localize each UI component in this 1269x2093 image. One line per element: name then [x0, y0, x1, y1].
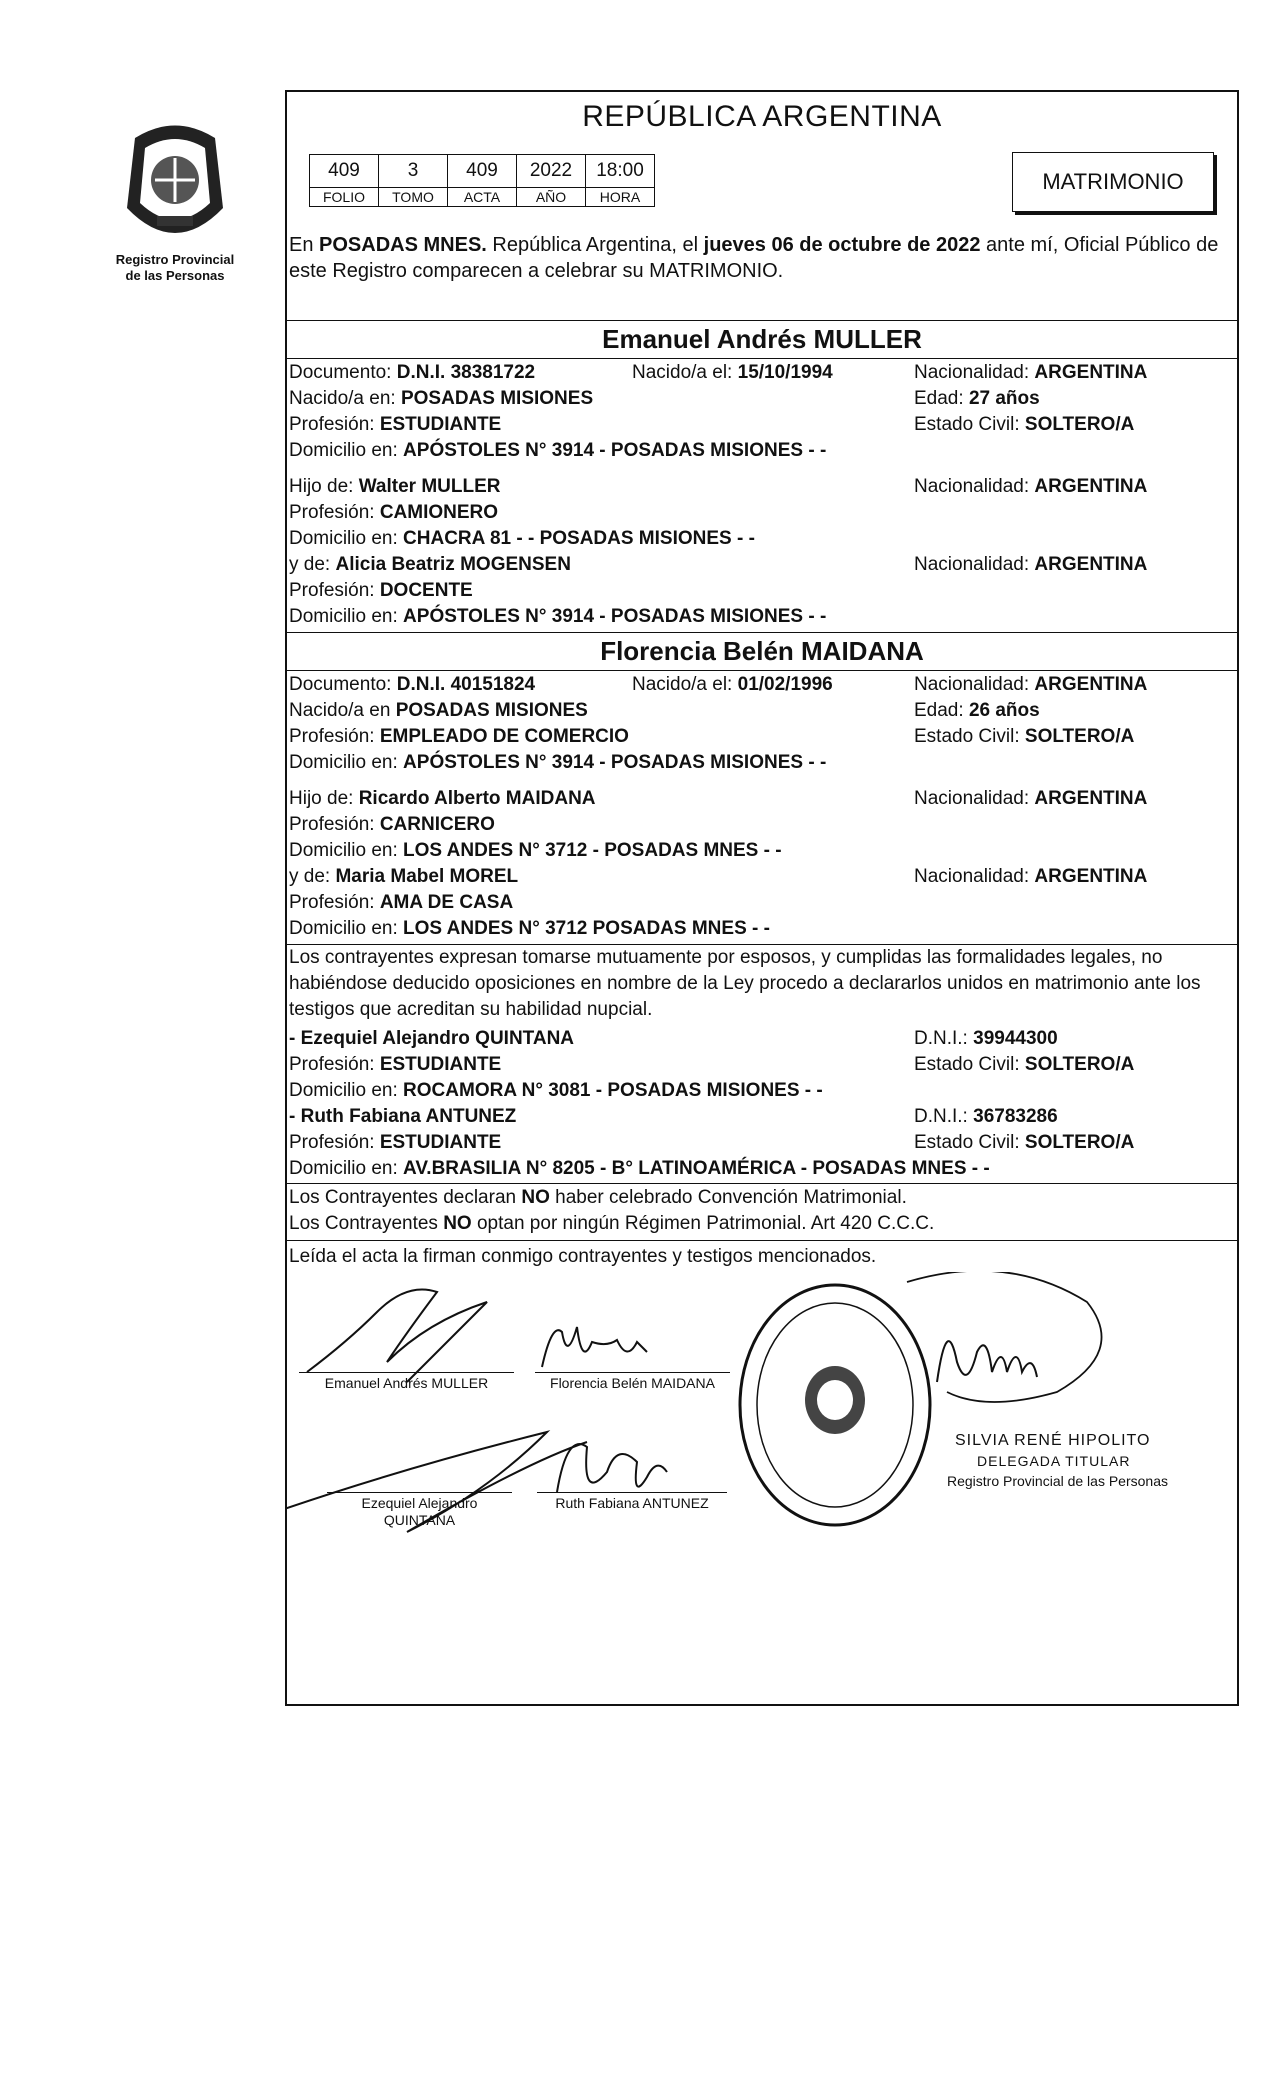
official-name: SILVIA RENÉ HIPOLITO [955, 1432, 1151, 1449]
acta-label: ACTA [448, 188, 517, 207]
spouse2-name: Florencia Belén MAIDANA [600, 636, 924, 666]
spouse1-father-address: Domicilio en: CHACRA 81 - - POSADAS MISIONES - - [289, 528, 755, 549]
witness1-profession: Profesión: ESTUDIANTE [289, 1054, 502, 1075]
spouse2-father: Hijo de: Ricardo Alberto MAIDANA [289, 788, 596, 809]
spouse1-document: Documento: D.N.I. 38381722 [289, 362, 536, 383]
spouse2-birthdate: Nacido/a el: 01/02/1996 [632, 674, 833, 695]
spouse1-profession: Profesión: ESTUDIANTE [289, 414, 502, 435]
agreement-convention: Los Contrayentes declaran NO haber celebrado Convención Matrimonial. [289, 1187, 907, 1208]
spouse2-address: Domicilio en: APÓSTOLES N° 3914 - POSADAS MISIONES - - [289, 752, 827, 773]
spouse1-mother-address: Domicilio en: APÓSTOLES N° 3914 - POSADAS MISIONES - - [289, 606, 827, 627]
spouse1-birthplace: Nacido/a en: POSADAS MISIONES [289, 388, 594, 409]
spouse2-civil-status: Estado Civil: SOLTERO/A [914, 726, 1135, 747]
folio-label: FOLIO [310, 188, 379, 207]
page-title: REPÚBLICA ARGENTINA [582, 100, 942, 133]
divider [287, 1183, 1237, 1184]
spouse1-age: Edad: 27 años [914, 388, 1040, 409]
spouse2-mother: y de: Maria Mabel MOREL [289, 866, 519, 887]
logo-caption-2: de las Personas [125, 268, 225, 283]
spouse2-age: Edad: 26 años [914, 700, 1040, 721]
declaration-paragraph: Los contrayentes expresan tomarse mutuamente por esposos, y cumplidas las formalidades legales, no habiéndose deducido oposiciones en nombre de la Ley procedo a declararlos unidos en matrimonio ante los testigos que acreditan su habilidad nupcial. [289, 947, 1201, 1020]
provincial-seal-icon [115, 118, 235, 248]
spouse1-mother: y de: Alicia Beatriz MOGENSEN [289, 554, 571, 575]
witness2-profession: Profesión: ESTUDIANTE [289, 1132, 502, 1153]
spouse1-nationality: Nacionalidad: ARGENTINA [914, 362, 1148, 383]
registry-table [309, 154, 655, 207]
logo-caption-1: Registro Provincial [115, 252, 235, 267]
year-label: AÑO [517, 188, 586, 207]
divider [287, 320, 1237, 321]
divider [287, 1240, 1237, 1241]
agreement-regime: Los Contrayentes NO optan por ningún Régimen Patrimonial. Art 420 C.C.C. [289, 1213, 935, 1234]
intro-paragraph: En POSADAS MNES. República Argentina, el jueves 06 de octubre de 2022 ante mí, Oficial Público de este Registro comparecen a celebrar su MATRIMONIO. [289, 234, 1219, 282]
registry-logo [100, 118, 250, 284]
spouse2-mother-nationality: Nacionalidad: ARGENTINA [914, 866, 1148, 887]
record-type-box: MATRIMONIO [1012, 152, 1214, 212]
spouse1-address: Domicilio en: APÓSTOLES N° 3914 - POSADAS MISIONES - - [289, 440, 827, 461]
witness1-civil-status: Estado Civil: SOLTERO/A [914, 1054, 1135, 1075]
spouse2-mother-address: Domicilio en: LOS ANDES N° 3712 POSADAS MNES - - [289, 918, 770, 939]
official-stamp [735, 1280, 935, 1530]
official-office: Registro Provincial de las Personas [947, 1473, 1168, 1489]
divider [287, 632, 1237, 633]
witness1-dni: D.N.I.: 39944300 [914, 1028, 1058, 1049]
spouse1-father-profession: Profesión: CAMIONERO [289, 502, 499, 523]
tomo-value: 3 [379, 155, 448, 188]
spouse1-mother-profession: Profesión: DOCENTE [289, 580, 473, 601]
witness1-address: Domicilio en: ROCAMORA N° 3081 - POSADAS MISIONES - - [289, 1080, 823, 1101]
signature-spouse2: Florencia Belén MAIDANA [550, 1375, 715, 1391]
spouse2-father-address: Domicilio en: LOS ANDES N° 3712 - POSADAS MNES - - [289, 840, 782, 861]
year-value: 2022 [517, 155, 586, 188]
spouse2-father-profession: Profesión: CARNICERO [289, 814, 495, 835]
tomo-label: TOMO [379, 188, 448, 207]
spouse1-birthdate: Nacido/a el: 15/10/1994 [632, 362, 833, 383]
marriage-certificate [285, 90, 1239, 1706]
spouse2-nationality: Nacionalidad: ARGENTINA [914, 674, 1148, 695]
witness2-civil-status: Estado Civil: SOLTERO/A [914, 1132, 1135, 1153]
witness2-dni: D.N.I.: 36783286 [914, 1106, 1058, 1127]
spouse2-birthplace: Nacido/a en POSADAS MISIONES [289, 700, 588, 721]
spouse1-father: Hijo de: Walter MULLER [289, 476, 501, 497]
spouse1-mother-nationality: Nacionalidad: ARGENTINA [914, 554, 1148, 575]
signature-line [537, 1492, 727, 1493]
official-title: DELEGADA TITULAR [977, 1453, 1131, 1469]
witness2-name: - Ruth Fabiana ANTUNEZ [289, 1106, 517, 1127]
hour-label: HORA [586, 188, 655, 207]
witness1-name: - Ezequiel Alejandro QUINTANA [289, 1028, 575, 1049]
closing-statement: Leída el acta la firman conmigo contrayentes y testigos mencionados. [289, 1246, 877, 1267]
folio-value: 409 [310, 155, 379, 188]
signature-witness2: Ruth Fabiana ANTUNEZ [555, 1495, 709, 1511]
hour-value: 18:00 [586, 155, 655, 188]
witness2-address: Domicilio en: AV.BRASILIA N° 8205 - B° LATINOAMÉRICA - POSADAS MNES - - [289, 1158, 990, 1179]
spouse1-name: Emanuel Andrés MULLER [602, 324, 922, 354]
signature-line [535, 1372, 730, 1373]
divider [287, 358, 1237, 359]
divider [287, 670, 1237, 671]
spouse2-document: Documento: D.N.I. 40151824 [289, 674, 536, 695]
signature-line [327, 1492, 512, 1493]
signature-spouse1: Emanuel Andrés MULLER [324, 1375, 489, 1391]
spouse2-mother-profession: Profesión: AMA DE CASA [289, 892, 514, 913]
spouse2-father-nationality: Nacionalidad: ARGENTINA [914, 788, 1148, 809]
spouse2-profession: Profesión: EMPLEADO DE COMERCIO [289, 726, 629, 747]
acta-value: 409 [448, 155, 517, 188]
signature-line [299, 1372, 514, 1373]
spouse1-civil-status: Estado Civil: SOLTERO/A [914, 414, 1135, 435]
signature-witness1: Ezequiel Alejandro QUINTANA [361, 1495, 478, 1528]
spouse1-father-nationality: Nacionalidad: ARGENTINA [914, 476, 1148, 497]
